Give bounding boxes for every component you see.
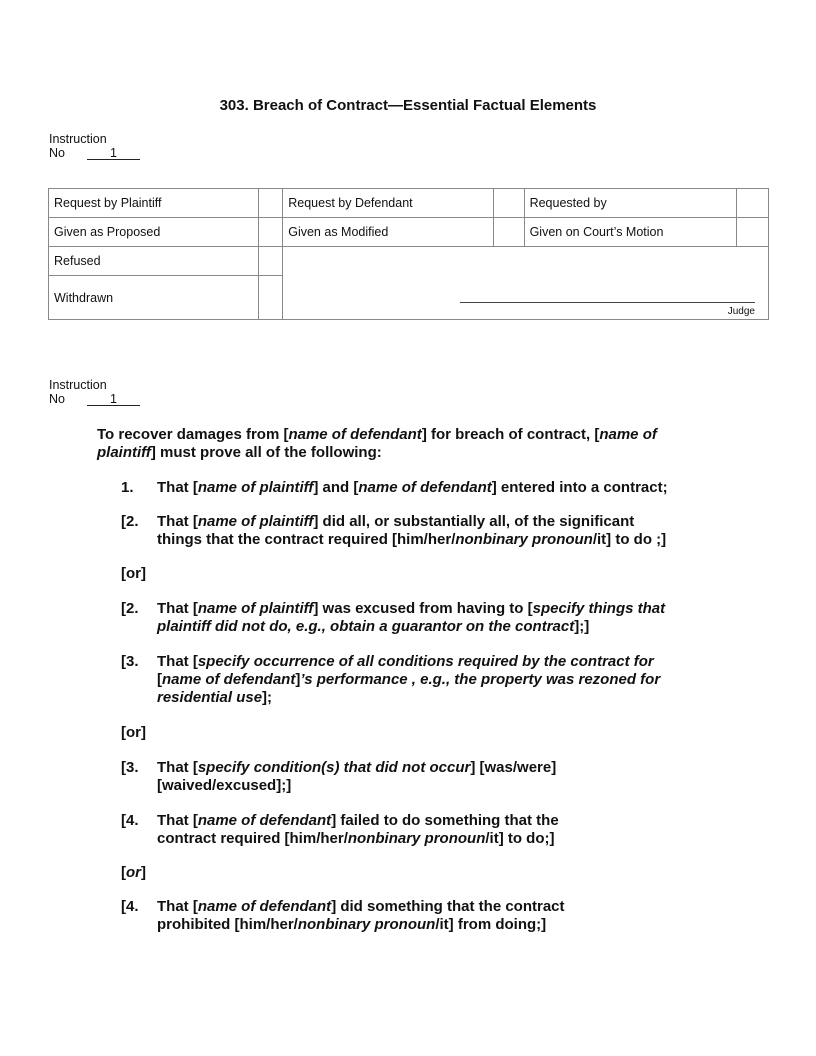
text-segment: ] was excused from having to [ (313, 600, 533, 617)
requested-by-checkbox[interactable] (736, 189, 768, 218)
text-segment: That [ (157, 479, 198, 496)
given-on-courts-motion-label: Given on Court’s Motion (524, 218, 736, 247)
placeholder-text: name of plaintiff (197, 513, 314, 530)
given-as-modified-checkbox[interactable] (494, 218, 524, 247)
placeholder-text: name of defendant (197, 812, 332, 829)
text-line (157, 671, 660, 689)
text-segment: [ (157, 671, 162, 688)
instruction-disposition-table (48, 188, 769, 320)
text-segment: ];] (574, 618, 590, 635)
withdrawn-label: Withdrawn (49, 276, 259, 320)
text-line (157, 812, 559, 830)
text-line (157, 531, 666, 549)
text-segment: /it] from doing;] (435, 916, 547, 933)
or-text: or (126, 864, 141, 881)
text-segment: [waived/excused];] (157, 777, 292, 794)
instruction-number: 1 (87, 147, 140, 160)
text-line (157, 618, 665, 636)
no-label: No (49, 146, 65, 160)
request-by-plaintiff-label: Request by Plaintiff (49, 189, 259, 218)
text-line (157, 759, 556, 777)
placeholder-text: specify condition(s) that did not occur (197, 759, 471, 776)
placeholder-text: name of defendant (197, 898, 332, 915)
given-as-modified-label: Given as Modified (283, 218, 494, 247)
text-segment: contract required [him/her/ (157, 830, 348, 847)
text-line (157, 479, 668, 497)
item-number: 1. (121, 479, 134, 496)
text-line (157, 600, 665, 618)
text-segment: ] did something that the contract (331, 898, 565, 915)
text-segment: ] for breach of contract, [ (421, 426, 600, 443)
instruction-label: Instruction (49, 378, 107, 392)
item-number: [3. (121, 653, 139, 670)
text-segment: That [ (157, 513, 198, 530)
text-line (97, 426, 657, 444)
or-separator: [or] (121, 724, 146, 741)
text-segment: ] [was/were] (470, 759, 557, 776)
judge-signature-area (283, 247, 769, 320)
text-line (157, 653, 660, 671)
text-segment: things that the contract required [him/her/ (157, 531, 456, 548)
requested-by-label: Requested by (524, 189, 736, 218)
text-segment: ] failed to do something that the (331, 812, 559, 829)
placeholder-text: nonbinary pronoun (297, 916, 436, 933)
request-by-defendant-checkbox[interactable] (494, 189, 524, 218)
given-as-proposed-checkbox[interactable] (258, 218, 282, 247)
text-segment: That [ (157, 812, 198, 829)
instruction-number: 1 (87, 393, 140, 406)
text-segment: ]; (262, 689, 273, 706)
placeholder-text: name of defendant (358, 479, 492, 496)
judge-signature-line[interactable] (460, 302, 755, 303)
no-label: No (49, 392, 65, 406)
page-title: 303. Breach of Contract—Essential Factual Elements (219, 97, 597, 114)
text-segment: ] entered into a contract; (491, 479, 668, 496)
text-segment: /it] to do;] (485, 830, 555, 847)
given-as-proposed-label: Given as Proposed (49, 218, 259, 247)
placeholder-text: nonbinary pronoun (347, 830, 486, 847)
item-number: [2. (121, 600, 139, 617)
text-line (157, 830, 559, 848)
text-segment: ] did all, or substantially all, of the significant (313, 513, 635, 530)
placeholder-text: nonbinary pronoun (455, 531, 593, 548)
text-line (157, 898, 565, 916)
text-line (157, 689, 660, 707)
text-line (97, 444, 657, 462)
item-number: [3. (121, 759, 139, 776)
placeholder-text: name of (599, 426, 657, 443)
text-segment: ] (295, 671, 301, 688)
item-number: [4. (121, 898, 139, 915)
text-segment: To recover damages from [ (97, 426, 289, 443)
item-number: [2. (121, 513, 139, 530)
or-separator: [or] (121, 565, 146, 582)
text-segment: /it] to do ;] (592, 531, 667, 548)
judge-label: Judge (727, 306, 755, 317)
text-segment: That [ (157, 653, 198, 670)
text-segment: That [ (157, 898, 198, 915)
instruction-number-block (49, 132, 140, 160)
request-by-plaintiff-checkbox[interactable] (258, 189, 282, 218)
placeholder-text: ’s performance , e.g., the property was rezoned for (300, 671, 661, 688)
placeholder-text: specify things that (532, 600, 666, 617)
text-segment: ] must prove all of the following: (150, 444, 382, 461)
instruction-number-block (49, 378, 140, 406)
item-number: [4. (121, 812, 139, 829)
text-segment: ] and [ (313, 479, 359, 496)
given-on-courts-motion-checkbox[interactable] (736, 218, 768, 247)
withdrawn-checkbox[interactable] (258, 276, 282, 320)
request-by-defendant-label: Request by Defendant (283, 189, 494, 218)
placeholder-text: residential use (157, 689, 263, 706)
text-segment: prohibited [him/her/ (157, 916, 298, 933)
or-separator: [or] (121, 864, 146, 881)
text-line (157, 513, 666, 531)
placeholder-text: name of plaintiff (197, 600, 314, 617)
text-segment: That [ (157, 759, 198, 776)
placeholder-text: name of defendant (162, 671, 296, 688)
text-segment: That [ (157, 600, 198, 617)
text-line (157, 777, 556, 795)
placeholder-text: name of plaintiff (197, 479, 314, 496)
refused-label: Refused (49, 247, 259, 276)
refused-checkbox[interactable] (258, 247, 282, 276)
placeholder-text: specify occurrence of all conditions required by the contract for (197, 653, 654, 670)
placeholder-text: name of defendant (288, 426, 422, 443)
placeholder-text: plaintiff (97, 444, 151, 461)
placeholder-text: plaintiff did not do, e.g., obtain a guarantor on the contract (157, 618, 575, 635)
instruction-label: Instruction (49, 132, 107, 146)
text-line (157, 916, 565, 934)
